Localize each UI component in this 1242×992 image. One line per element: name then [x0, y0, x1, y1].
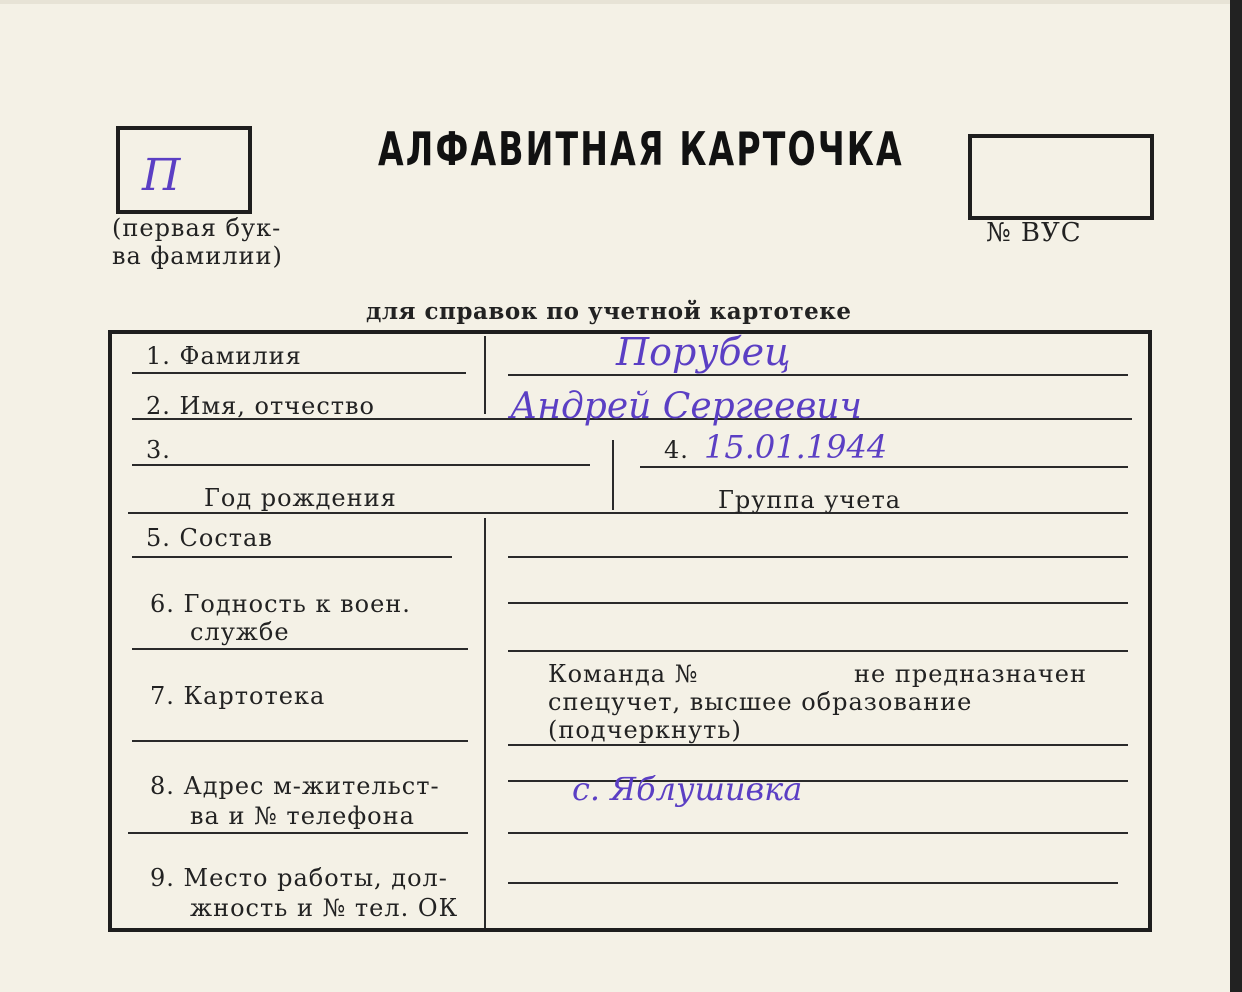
- field-1-label: 1. Фамилия: [146, 342, 302, 370]
- rule: [508, 556, 1128, 558]
- surname-letter-box: [116, 126, 252, 214]
- rule: [508, 882, 1118, 884]
- field-6-label-line-1: 6. Годность к воен.: [150, 590, 411, 618]
- field-7-text-line-1b: не предназначен: [854, 660, 1087, 688]
- field-1-value: Порубец: [616, 330, 791, 374]
- rule: [508, 744, 1128, 746]
- rule: [508, 374, 1128, 376]
- field-4-label: 4.: [664, 436, 689, 464]
- card-title: АЛФАВИТНАЯ КАРТОЧКА: [378, 122, 904, 176]
- card-top-edge: [0, 0, 1242, 4]
- rule: [508, 832, 1128, 834]
- field-7-text-line-3: (подчеркнуть): [548, 716, 742, 744]
- field-5-label: 5. Состав: [146, 524, 273, 552]
- surname-letter-value: П: [142, 150, 181, 201]
- rule: [508, 602, 1128, 604]
- field-7-label: 7. Картотека: [150, 682, 326, 710]
- card-right-edge: [1230, 0, 1242, 992]
- rule: [128, 832, 468, 834]
- field-9-label-line-2: жность и № тел. ОК: [190, 894, 459, 922]
- field-4-caption: Группа учета: [718, 486, 902, 514]
- column-divider: [612, 440, 614, 510]
- field-9-label-line-1: 9. Место работы, дол-: [150, 864, 448, 892]
- field-8-label-line-1: 8. Адрес м-жительст-: [150, 772, 440, 800]
- rule: [128, 512, 1128, 514]
- rule: [132, 372, 466, 374]
- field-3-label: 3.: [146, 436, 171, 464]
- column-divider: [484, 518, 486, 928]
- field-2-value: Андрей Сергеевич: [510, 386, 863, 427]
- rule: [132, 740, 468, 742]
- letter-caption-line-2: ва фамилии): [112, 242, 283, 270]
- rule: [132, 648, 468, 650]
- column-divider: [484, 336, 486, 414]
- field-8-value: с. Яблушивка: [572, 770, 803, 808]
- field-8-label-line-2: ва и № телефона: [190, 802, 415, 830]
- rule: [508, 650, 1128, 652]
- rule: [132, 556, 452, 558]
- field-7-text-line-1: Команда №: [548, 660, 699, 688]
- card-subtitle: для справок по учетной картотеке: [366, 298, 852, 325]
- letter-caption-line-1: (первая бук-: [112, 214, 282, 242]
- field-4-value: 15.01.1944: [704, 428, 888, 466]
- vus-box: [968, 134, 1154, 220]
- field-3-caption: Год рождения: [204, 484, 397, 512]
- vus-label: № ВУС: [986, 218, 1082, 248]
- rule: [132, 464, 590, 466]
- rule: [640, 466, 1128, 468]
- field-2-label: 2. Имя, отчество: [146, 392, 375, 420]
- field-6-label-line-2: службе: [190, 618, 290, 646]
- field-7-text-line-2: спецучет, высшее образование: [548, 688, 973, 716]
